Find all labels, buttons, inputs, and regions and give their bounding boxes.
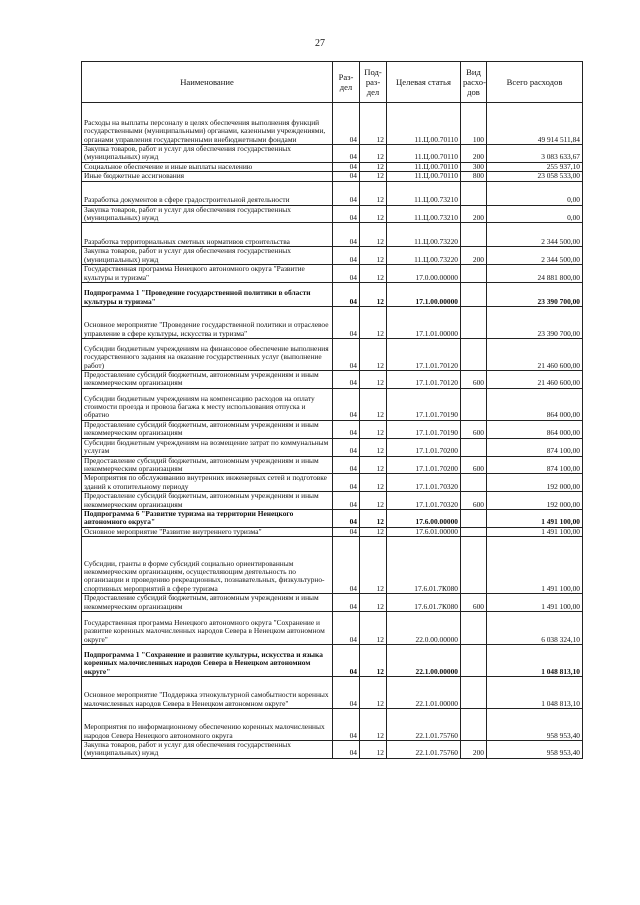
row-section: 04 [333, 247, 360, 265]
row-kind [461, 708, 487, 740]
row-section: 04 [333, 145, 360, 163]
header-target: Целевая статья [387, 62, 461, 103]
row-kind: 600 [461, 594, 487, 612]
row-kind: 600 [461, 371, 487, 389]
row-kind [461, 181, 487, 205]
row-subsection: 12 [360, 611, 387, 644]
row-name: Основное мероприятие "Поддержка этнокультурной самобытности коренных малочисленных народов Севера в Ненецком автономном округе" [82, 676, 333, 708]
row-amount: 2 344 500,00 [487, 223, 583, 247]
table-row [82, 594, 583, 612]
row-kind [461, 339, 487, 371]
header-kind: Вид расхо-дов [461, 62, 487, 103]
row-kind [461, 676, 487, 708]
row-target: 17.6.01.00000 [387, 527, 461, 536]
row-amount: 21 460 600,00 [487, 371, 583, 389]
row-section: 04 [333, 307, 360, 339]
row-target: 17.1.01.70200 [387, 456, 461, 474]
row-target: 11.Ц.00.70110 [387, 145, 461, 163]
row-subsection: 12 [360, 181, 387, 205]
row-subsection: 12 [360, 162, 387, 171]
table-row [82, 223, 583, 247]
row-section: 04 [333, 103, 360, 145]
row-kind: 200 [461, 145, 487, 163]
row-kind [461, 223, 487, 247]
row-amount: 24 881 800,00 [487, 265, 583, 283]
row-name: Предоставление субсидий бюджетным, автономным учреждениям и иным некоммерческим организациям [82, 371, 333, 389]
row-kind [461, 265, 487, 283]
row-target: 22.1.01.00000 [387, 676, 461, 708]
row-amount: 2 344 500,00 [487, 247, 583, 265]
row-subsection: 12 [360, 594, 387, 612]
row-target: 17.0.00.00000 [387, 265, 461, 283]
row-amount: 23 390 700,00 [487, 307, 583, 339]
row-amount: 1 491 100,00 [487, 509, 583, 527]
header-section: Раз-дел [333, 62, 360, 103]
table-row [82, 181, 583, 205]
row-subsection: 12 [360, 103, 387, 145]
row-name: Социальное обеспечение и иные выплаты населению [82, 162, 333, 171]
row-amount: 23 058 533,00 [487, 172, 583, 181]
header-total: Всего расходов [487, 62, 583, 103]
row-name: Разработка документов в сфере градостроительной деятельности [82, 181, 333, 205]
row-section: 04 [333, 644, 360, 676]
row-name: Мероприятия по информационному обеспечению коренных малочисленных народов Севера Ненецкого автономного округа [82, 708, 333, 740]
table-row [82, 474, 583, 492]
row-amount: 874 100,00 [487, 456, 583, 474]
row-target: 17.1.01.70320 [387, 474, 461, 492]
row-target: 17.1.00.00000 [387, 283, 461, 307]
row-name: Субсидии бюджетным учреждениям на возмещение затрат по коммунальным услугам [82, 438, 333, 456]
row-subsection: 12 [360, 708, 387, 740]
table-row [82, 265, 583, 283]
row-subsection: 12 [360, 265, 387, 283]
table-row [82, 644, 583, 676]
row-name: Предоставление субсидий бюджетным, автономным учреждениям и иным некоммерческим организациям [82, 594, 333, 612]
row-amount: 0,00 [487, 181, 583, 205]
row-amount: 874 100,00 [487, 438, 583, 456]
row-name: Закупка товаров, работ и услуг для обеспечения государственных (муниципальных) нужд [82, 205, 333, 223]
row-amount: 864 000,00 [487, 420, 583, 438]
row-kind [461, 307, 487, 339]
row-amount: 958 953,40 [487, 708, 583, 740]
row-subsection: 12 [360, 492, 387, 510]
row-section: 04 [333, 172, 360, 181]
row-amount: 864 000,00 [487, 388, 583, 420]
row-amount: 1 048 813,10 [487, 676, 583, 708]
row-name: Предоставление субсидий бюджетным, автономным учреждениям и иным некоммерческим организациям [82, 456, 333, 474]
row-amount: 255 937,10 [487, 162, 583, 171]
row-target: 17.1.01.70200 [387, 438, 461, 456]
row-kind: 200 [461, 247, 487, 265]
row-subsection: 12 [360, 474, 387, 492]
row-section: 04 [333, 492, 360, 510]
table-row [82, 438, 583, 456]
table-row [82, 172, 583, 181]
row-amount: 1 491 100,00 [487, 594, 583, 612]
row-section: 04 [333, 420, 360, 438]
row-kind: 200 [461, 205, 487, 223]
row-subsection: 12 [360, 438, 387, 456]
row-subsection: 12 [360, 172, 387, 181]
table-row [82, 492, 583, 510]
page-number: 27 [315, 38, 325, 49]
row-name: Субсидии бюджетным учреждениям на финансовое обеспечение выполнения государственного задания на оказание государственных услуг (выполнение работ) [82, 339, 333, 371]
row-section: 04 [333, 474, 360, 492]
row-subsection: 12 [360, 420, 387, 438]
row-amount: 0,00 [487, 205, 583, 223]
row-target: 17.1.01.70190 [387, 388, 461, 420]
row-kind: 600 [461, 456, 487, 474]
row-subsection: 12 [360, 388, 387, 420]
table-row [82, 247, 583, 265]
table-row [82, 527, 583, 536]
row-target: 22.1.00.00000 [387, 644, 461, 676]
table-row [82, 339, 583, 371]
row-name: Подпрограмма 1 "Проведение государственной политики в области культуры и туризма" [82, 283, 333, 307]
row-name: Закупка товаров, работ и услуг для обеспечения государственных (муниципальных) нужд [82, 740, 333, 758]
row-kind [461, 438, 487, 456]
row-section: 04 [333, 283, 360, 307]
row-target: 17.6.00.00000 [387, 509, 461, 527]
row-target: 11.Ц.00.73210 [387, 205, 461, 223]
row-name: Мероприятия по обслуживанию внутренних инженерных сетей и подготовке зданий к отопительному периоду [82, 474, 333, 492]
row-subsection: 12 [360, 527, 387, 536]
row-kind [461, 509, 487, 527]
row-subsection: 12 [360, 247, 387, 265]
row-amount: 49 914 511,84 [487, 103, 583, 145]
row-subsection: 12 [360, 339, 387, 371]
row-section: 04 [333, 537, 360, 594]
row-kind [461, 644, 487, 676]
row-amount: 1 491 100,00 [487, 527, 583, 536]
row-section: 04 [333, 611, 360, 644]
table-row [82, 145, 583, 163]
table-row [82, 611, 583, 644]
row-subsection: 12 [360, 456, 387, 474]
row-section: 04 [333, 388, 360, 420]
row-section: 04 [333, 509, 360, 527]
row-section: 04 [333, 371, 360, 389]
row-kind [461, 611, 487, 644]
row-amount: 6 038 324,10 [487, 611, 583, 644]
row-kind: 600 [461, 420, 487, 438]
row-name: Государственная программа Ненецкого автономного округа "Сохранение и развитие коренных малочисленных народов Севера в Ненецком автономном округе" [82, 611, 333, 644]
row-name: Иные бюджетные ассигнования [82, 172, 333, 181]
row-section: 04 [333, 162, 360, 171]
row-name: Разработка территориальных сметных нормативов строительства [82, 223, 333, 247]
row-section: 04 [333, 527, 360, 536]
table-row [82, 740, 583, 758]
row-name: Подпрограмма 6 "Развитие туризма на территории Ненецкого автономного округа" [82, 509, 333, 527]
row-name: Предоставление субсидий бюджетным, автономным учреждениям и иным некоммерческим организациям [82, 492, 333, 510]
row-target: 17.1.01.70320 [387, 492, 461, 510]
row-target: 17.1.01.00000 [387, 307, 461, 339]
row-target: 17.6.01.7К080 [387, 594, 461, 612]
row-kind: 300 [461, 162, 487, 171]
row-amount: 958 953,40 [487, 740, 583, 758]
row-subsection: 12 [360, 205, 387, 223]
table-header-row [82, 62, 583, 103]
row-name: Субсидии бюджетным учреждениям на компенсацию расходов на оплату стоимости проезда и провоза багажа к месту использования отпуска и обратно [82, 388, 333, 420]
row-subsection: 12 [360, 371, 387, 389]
row-subsection: 12 [360, 223, 387, 247]
table-row [82, 162, 583, 171]
row-kind: 800 [461, 172, 487, 181]
table-row [82, 456, 583, 474]
row-target: 11.Ц.00.70110 [387, 172, 461, 181]
row-kind [461, 283, 487, 307]
row-amount: 1 491 100,00 [487, 537, 583, 594]
row-name: Подпрограмма 1 "Сохранение и развитие культуры, искусства и языка коренных малочисленных народов Севера в Ненецком автономном округе" [82, 644, 333, 676]
row-section: 04 [333, 265, 360, 283]
row-section: 04 [333, 676, 360, 708]
row-target: 17.1.01.70120 [387, 371, 461, 389]
row-amount: 3 083 633,67 [487, 145, 583, 163]
table-row [82, 205, 583, 223]
budget-table [81, 61, 583, 759]
table-row [82, 708, 583, 740]
row-target: 22.0.00.00000 [387, 611, 461, 644]
row-subsection: 12 [360, 644, 387, 676]
row-name: Основное мероприятие "Проведение государственной политики и отраслевое управление в сфере культуры, искусства и туризма" [82, 307, 333, 339]
row-target: 17.1.01.70120 [387, 339, 461, 371]
row-subsection: 12 [360, 740, 387, 758]
row-amount: 1 048 813,10 [487, 644, 583, 676]
row-amount: 23 390 700,00 [487, 283, 583, 307]
row-section: 04 [333, 438, 360, 456]
row-target: 17.6.01.7К080 [387, 537, 461, 594]
row-name: Основное мероприятие "Развитие внутреннего туризма" [82, 527, 333, 536]
row-name: Закупка товаров, работ и услуг для обеспечения государственных (муниципальных) нужд [82, 145, 333, 163]
row-kind [461, 527, 487, 536]
row-target: 11.Ц.00.73220 [387, 223, 461, 247]
row-kind: 600 [461, 492, 487, 510]
header-name: Наименование [82, 62, 333, 103]
row-amount: 192 000,00 [487, 474, 583, 492]
row-name: Расходы на выплаты персоналу в целях обеспечения выполнения функций государственными (муниципальными) органами, казенными учреждениями, органами управления государственными внебюджетными фондами [82, 103, 333, 145]
row-kind [461, 388, 487, 420]
row-target: 22.1.01.75760 [387, 708, 461, 740]
table-row [82, 537, 583, 594]
header-subsection: Под-раз-дел [360, 62, 387, 103]
table-row [82, 420, 583, 438]
row-section: 04 [333, 740, 360, 758]
table-row [82, 509, 583, 527]
row-kind: 100 [461, 103, 487, 145]
row-name: Субсидии, гранты в форме субсидий социально ориентированным некоммерческим организациям, осуществляющим деятельность по организации и проведению рекреационных, познавательных, физкультурно-спортивных мероприятий в сфере туризма [82, 537, 333, 594]
table-row [82, 307, 583, 339]
row-amount: 21 460 600,00 [487, 339, 583, 371]
row-section: 04 [333, 708, 360, 740]
row-subsection: 12 [360, 509, 387, 527]
row-subsection: 12 [360, 537, 387, 594]
table-row [82, 676, 583, 708]
row-kind: 200 [461, 740, 487, 758]
row-target: 11.Ц.00.70110 [387, 162, 461, 171]
row-name: Закупка товаров, работ и услуг для обеспечения государственных (муниципальных) нужд [82, 247, 333, 265]
row-kind [461, 537, 487, 594]
row-name: Государственная программа Ненецкого автономного округа "Развитие культуры и туризма" [82, 265, 333, 283]
table-body [82, 103, 583, 759]
row-amount: 192 000,00 [487, 492, 583, 510]
table-row [82, 371, 583, 389]
row-section: 04 [333, 223, 360, 247]
row-target: 11.Ц.00.73210 [387, 181, 461, 205]
table-row [82, 388, 583, 420]
row-subsection: 12 [360, 145, 387, 163]
row-section: 04 [333, 594, 360, 612]
row-target: 22.1.01.75760 [387, 740, 461, 758]
row-kind [461, 474, 487, 492]
row-subsection: 12 [360, 676, 387, 708]
row-target: 11.Ц.00.70110 [387, 103, 461, 145]
table-row [82, 283, 583, 307]
row-subsection: 12 [360, 307, 387, 339]
row-subsection: 12 [360, 283, 387, 307]
row-target: 17.1.01.70190 [387, 420, 461, 438]
row-section: 04 [333, 339, 360, 371]
row-target: 11.Ц.00.73220 [387, 247, 461, 265]
row-section: 04 [333, 181, 360, 205]
row-section: 04 [333, 456, 360, 474]
table-row [82, 103, 583, 145]
row-section: 04 [333, 205, 360, 223]
row-name: Предоставление субсидий бюджетным, автономным учреждениям и иным некоммерческим организациям [82, 420, 333, 438]
